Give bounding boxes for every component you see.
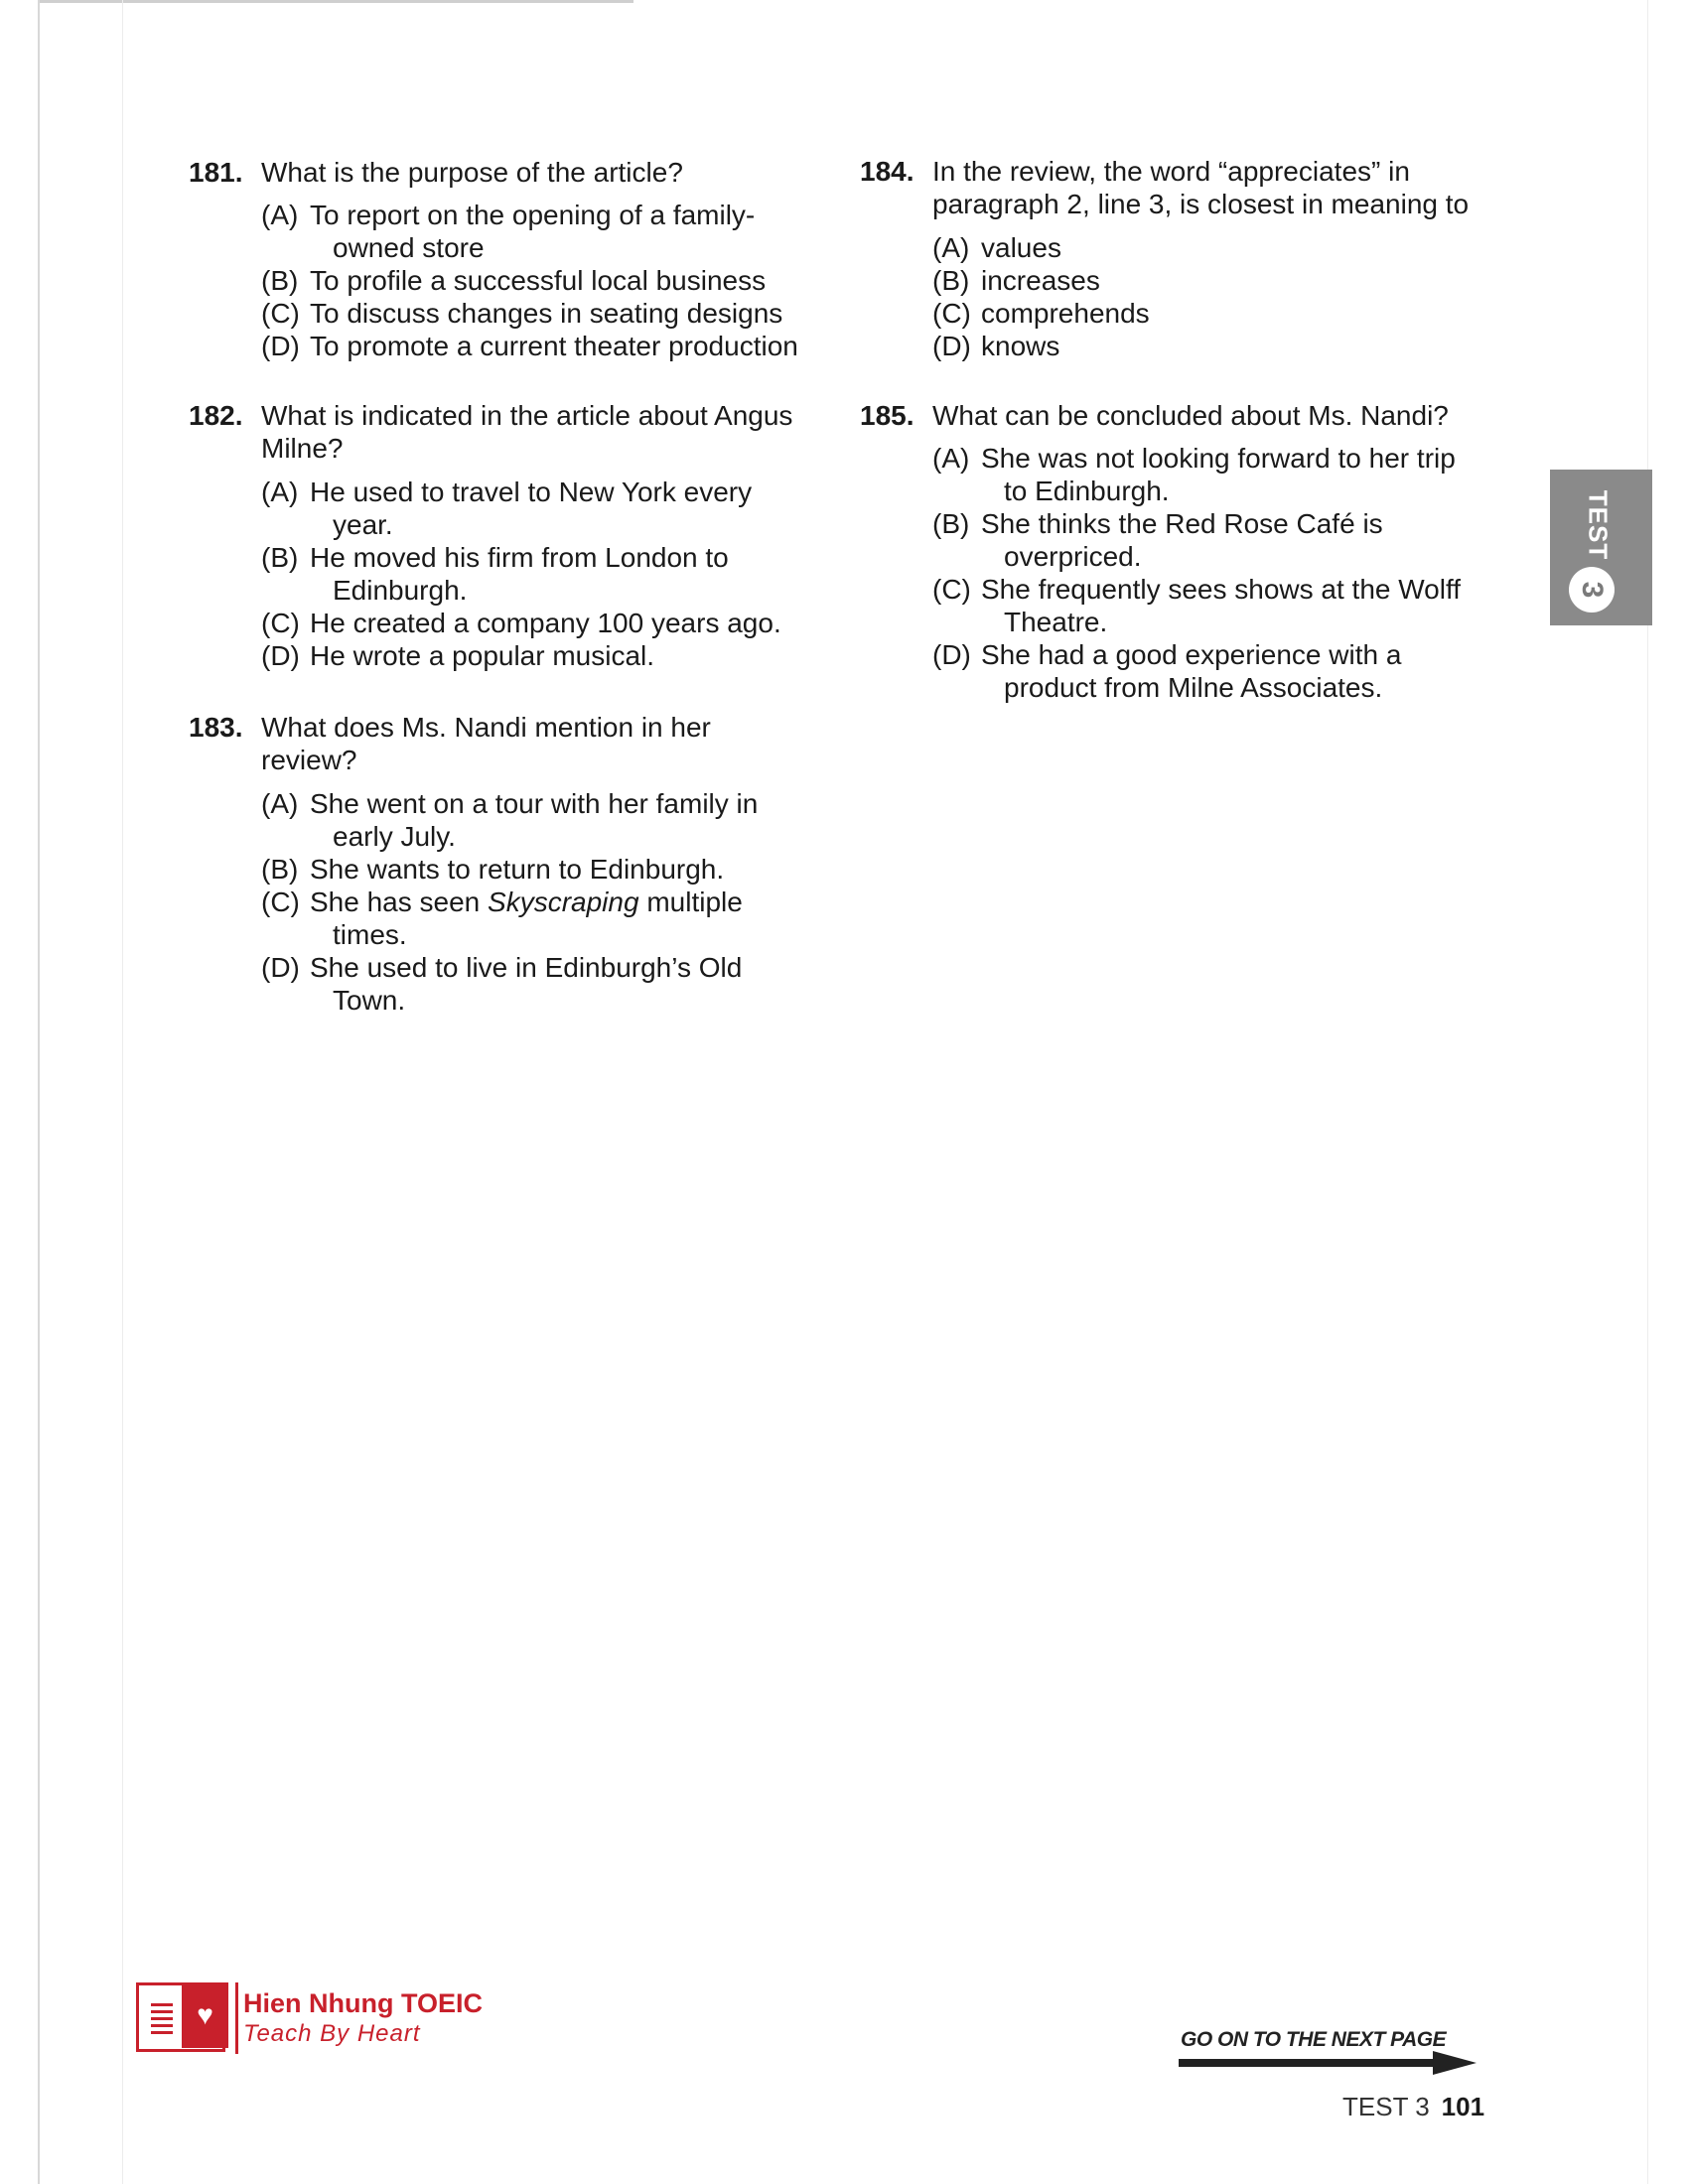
question-stem: What is indicated in the article about Angus Milne?	[261, 400, 793, 464]
question-stem: In the review, the word “appreciates” in paragraph 2, line 3, is closest in meaning to	[932, 156, 1470, 219]
play-title: Skyscraping	[488, 887, 639, 917]
logo-title: Hien Nhung TOEIC	[243, 1988, 483, 2018]
heart-icon: ♥	[182, 1982, 228, 2048]
option-c[interactable]: (C) To discuss changes in seating designs	[261, 298, 783, 329]
test-section-tab	[1550, 470, 1652, 625]
footer-test-label: TEST 3	[1342, 2092, 1430, 2121]
option-d[interactable]: (D) knows	[932, 331, 1060, 361]
option-a[interactable]: (A) He used to travel to New York every year.	[261, 477, 753, 540]
question-number: 182.	[189, 400, 243, 431]
book-icon	[136, 1982, 225, 2052]
option-b[interactable]: (B) She wants to return to Edinburgh.	[261, 854, 725, 885]
next-page-instruction: GO ON TO THE NEXT PAGE	[1181, 2028, 1447, 2051]
answer-options	[261, 787, 758, 1017]
page-number: 101	[1441, 2092, 1485, 2121]
tab-label: TEST	[1583, 489, 1614, 561]
option-c[interactable]: (C) He created a company 100 years ago.	[261, 608, 781, 638]
option-c[interactable]: (C) comprehends	[932, 298, 1150, 329]
arrow-right-icon	[1179, 2051, 1477, 2075]
option-b[interactable]: (B) To profile a successful local business	[261, 265, 767, 296]
logo-subtitle: Teach By Heart	[243, 2020, 421, 2047]
option-a[interactable]: (A) She was not looking forward to her trip to Edinburgh.	[932, 443, 1456, 506]
answer-options	[932, 231, 1173, 362]
option-d[interactable]: (D) He wrote a popular musical.	[261, 640, 655, 671]
option-b[interactable]: (B) He moved his firm from London to Edinburgh.	[261, 542, 729, 606]
lines-icon	[147, 1995, 177, 2039]
option-c[interactable]: (C) She frequently sees shows at the Wolff Theatre.	[932, 574, 1462, 637]
option-a[interactable]: (A) To report on the opening of a family- owned store	[261, 200, 756, 263]
answer-options	[261, 199, 798, 362]
answer-options	[932, 442, 1461, 704]
question-stem: What does Ms. Nandi mention in her review?	[261, 712, 711, 775]
logo-divider	[235, 1982, 238, 2054]
page-footer	[1342, 2092, 1484, 2122]
question-stem: What can be concluded about Ms. Nandi?	[932, 400, 1449, 431]
option-a[interactable]: (A) She went on a tour with her family in early July.	[261, 788, 759, 852]
question-stem: What is the purpose of the article?	[261, 157, 683, 188]
option-d[interactable]: (D) To promote a current theater production	[261, 331, 798, 361]
option-b[interactable]: (B) increases	[932, 265, 1100, 296]
question-number: 183.	[189, 712, 243, 743]
page-margin-line	[122, 0, 123, 2184]
question-number: 185.	[860, 400, 914, 431]
option-d[interactable]: (D) She used to live in Edinburgh’s Old Town.	[261, 952, 743, 1016]
option-b[interactable]: (B) She thinks the Red Rose Café is overpriced.	[932, 508, 1383, 572]
answer-options	[261, 476, 781, 672]
tab-number-badge: 3	[1569, 567, 1615, 613]
question-number: 181.	[189, 157, 243, 188]
option-c[interactable]: (C) She has seen Skyscraping multiple times.	[261, 887, 743, 950]
scan-edge-line	[38, 0, 633, 3]
option-a[interactable]: (A) values	[932, 232, 1061, 263]
page-edge-right	[1647, 0, 1648, 2184]
question-number: 184.	[860, 156, 914, 187]
brand-logo	[136, 1982, 543, 2054]
page-edge	[38, 0, 40, 2184]
option-d[interactable]: (D) She had a good experience with a product from Milne Associates.	[932, 639, 1402, 703]
